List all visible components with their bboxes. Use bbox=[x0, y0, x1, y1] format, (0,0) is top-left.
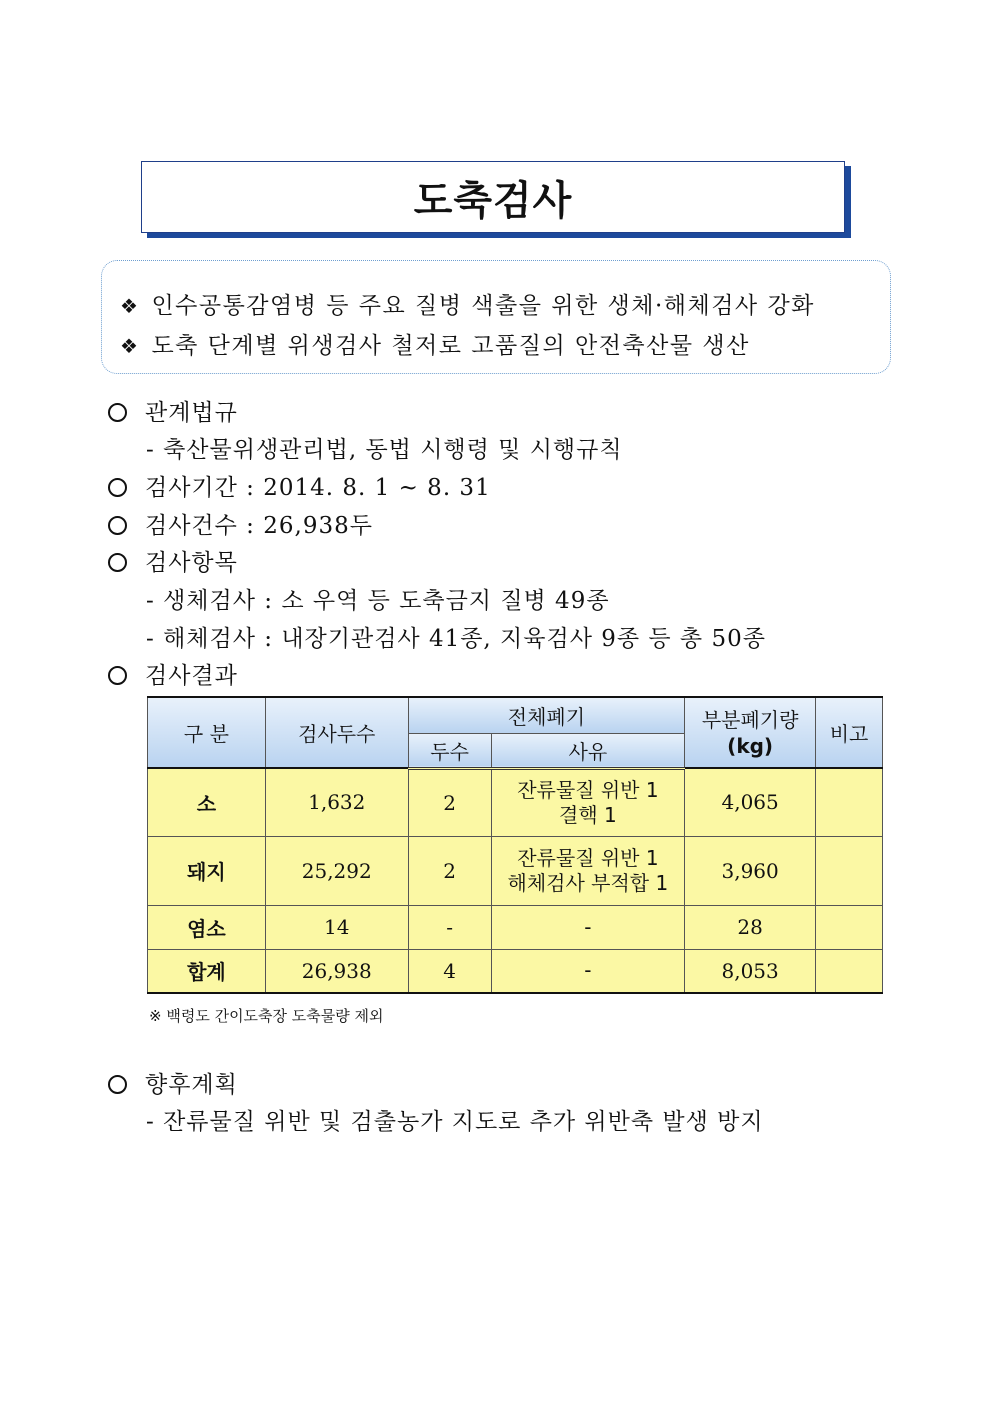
header-heads: 두수 bbox=[408, 733, 491, 768]
count-line: 검사건수 : 26,938두 bbox=[108, 507, 373, 540]
table-row: 소 1,632 2 잔류물질 위반 1 결핵 1 4,065 bbox=[148, 768, 883, 836]
circle-bullet-icon bbox=[108, 1075, 127, 1094]
result-heading: 검사결과 bbox=[108, 657, 238, 690]
law-heading: 관계법규 bbox=[108, 394, 238, 427]
diamond-bullet-icon: ❖ bbox=[120, 334, 140, 358]
header-total-discard: 전체폐기 bbox=[408, 697, 685, 733]
circle-bullet-icon bbox=[108, 403, 127, 422]
circle-bullet-icon bbox=[108, 553, 127, 572]
header-inspected: 검사두수 bbox=[265, 697, 408, 768]
table-row: 돼지 25,292 2 잔류물질 위반 1 해체검사 부적합 1 3,960 bbox=[148, 836, 883, 905]
result-table bbox=[147, 696, 883, 994]
circle-bullet-icon bbox=[108, 666, 127, 685]
header-remarks: 비고 bbox=[816, 697, 883, 768]
page-title: 도축검사 bbox=[413, 177, 573, 224]
table-row: 염소 14 - - 28 bbox=[148, 905, 883, 949]
summary-box bbox=[101, 260, 891, 374]
summary-line bbox=[120, 287, 815, 320]
circle-bullet-icon bbox=[108, 516, 127, 535]
diamond-bullet-icon: ❖ bbox=[120, 294, 140, 318]
items-line: - 해체검사 : 내장기관검사 41종, 지육검사 9종 등 총 50종 bbox=[146, 626, 766, 652]
summary-line bbox=[120, 327, 750, 360]
items-heading: 검사항목 bbox=[108, 544, 238, 577]
table-row: 합계 26,938 4 - 8,053 bbox=[148, 949, 883, 993]
summary-text: 도축 단계별 위생검사 철저로 고품질의 안전축산물 생산 bbox=[151, 333, 750, 359]
summary-text: 인수공통감염병 등 주요 질병 색출을 위한 생체·해체검사 강화 bbox=[151, 293, 815, 319]
header-category: 구 분 bbox=[148, 697, 266, 768]
plan-item: - 잔류물질 위반 및 검출농가 지도로 추가 위반축 발생 방지 bbox=[146, 1109, 764, 1135]
plan-heading: 향후계획 bbox=[108, 1066, 238, 1099]
table-header-row bbox=[148, 697, 883, 733]
circle-bullet-icon bbox=[108, 478, 127, 497]
table-note: ※ 백령도 간이도축장 도축물량 제외 bbox=[149, 1007, 384, 1025]
header-reason: 사유 bbox=[491, 733, 685, 768]
header-partial-discard: 부분폐기량 (kg) bbox=[685, 697, 816, 768]
law-item: - 축산물위생관리법, 동법 시행령 및 시행규칙 bbox=[146, 437, 623, 463]
items-line: - 생체검사 : 소 우역 등 도축금지 질병 49종 bbox=[146, 588, 610, 614]
title-box bbox=[141, 161, 845, 233]
period-line: 검사기간 : 2014. 8. 1 ~ 8. 31 bbox=[108, 469, 491, 502]
